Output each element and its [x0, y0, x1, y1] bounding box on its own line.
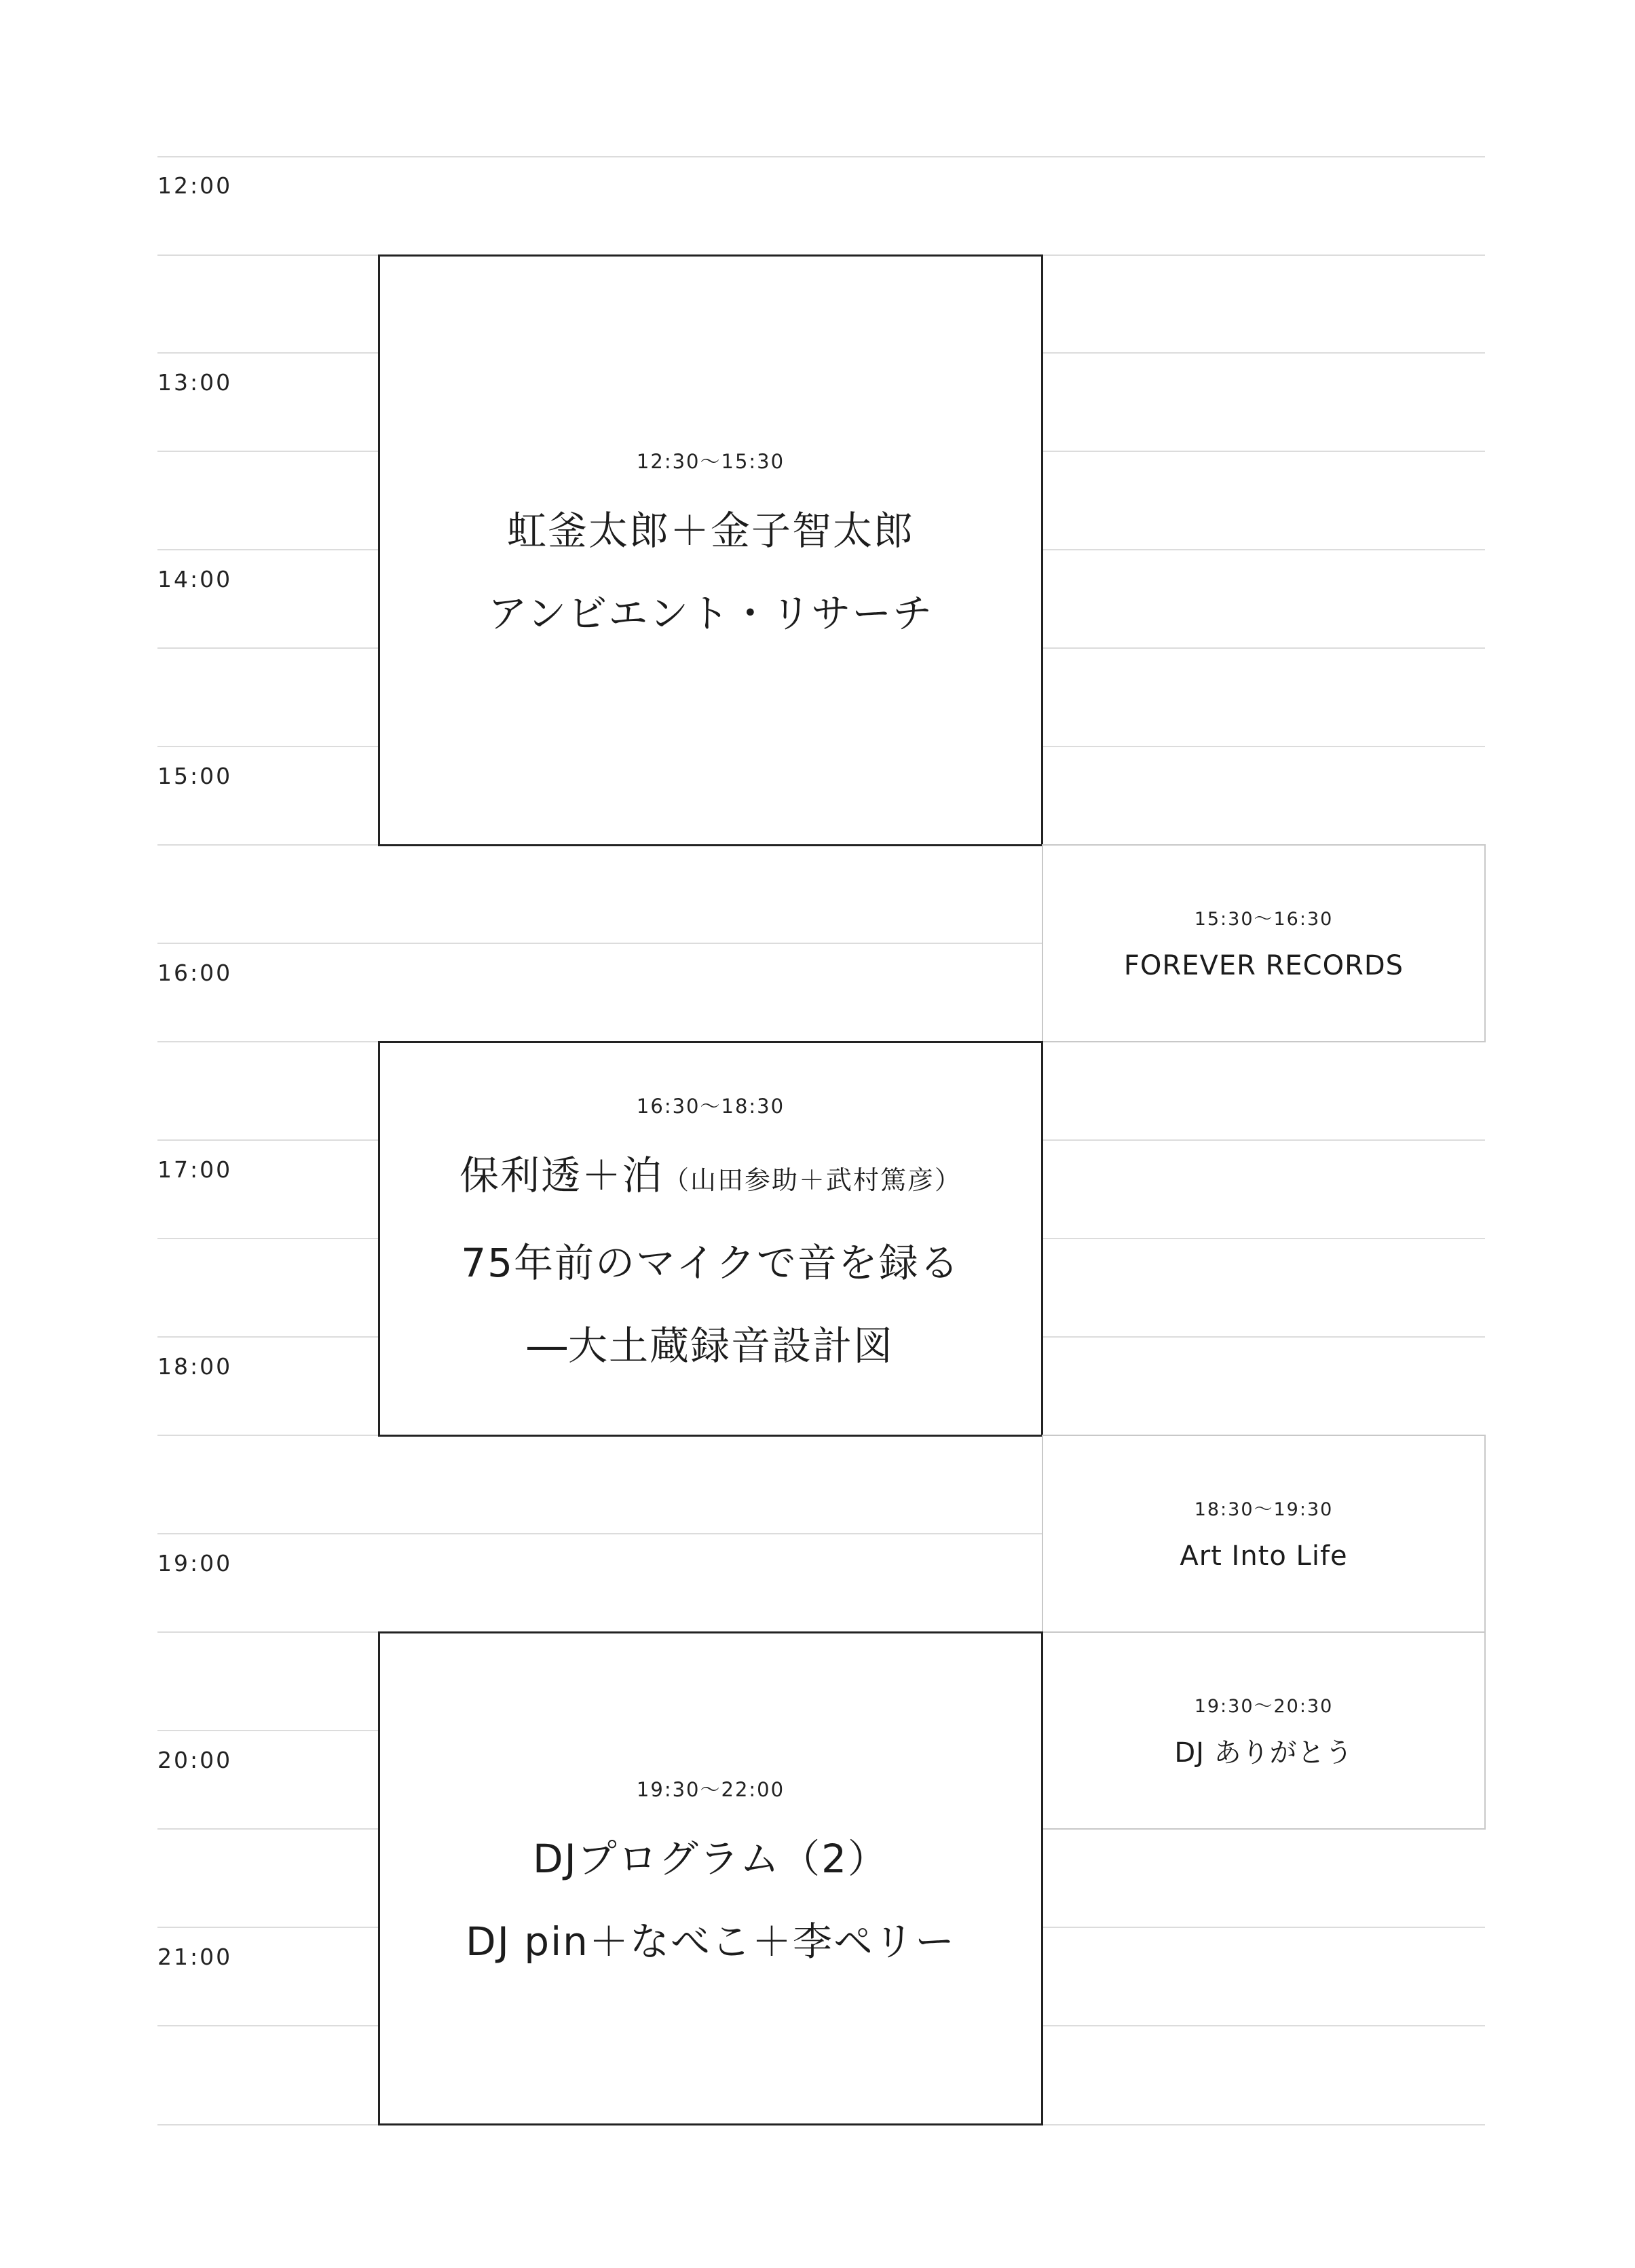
event-title: FOREVER RECORDS	[1123, 949, 1404, 981]
event-title-note: （山田参助＋武村篤彦）	[663, 1165, 962, 1195]
time-label-1200: 12:00	[157, 172, 233, 199]
time-label-1800: 18:00	[157, 1353, 233, 1380]
event-title-main: 保利透＋泊	[459, 1152, 663, 1198]
time-label-1500: 15:00	[157, 763, 233, 789]
event-block-dj-program-2	[378, 1631, 1043, 2125]
gridline-1200	[157, 156, 1485, 157]
event-time: 18:30〜19:30	[1194, 1498, 1334, 1520]
event-block-microphone-recording	[378, 1041, 1043, 1437]
event-time: 12:30〜15:30	[636, 449, 785, 473]
event-block-forever-records	[1042, 844, 1486, 1042]
event-title	[459, 1134, 962, 1222]
event-subtitle: アンビエント・リサーチ	[487, 590, 934, 637]
time-label-2000: 20:00	[157, 1747, 233, 1773]
event-time: 19:30〜20:30	[1194, 1695, 1334, 1717]
event-block-art-into-life	[1042, 1435, 1486, 1633]
event-title: DJプログラム（2）	[532, 1835, 889, 1882]
event-subtitle-2: ―大土蔵録音設計図	[527, 1322, 894, 1369]
event-time: 19:30〜22:00	[636, 1777, 785, 1801]
event-title: DJ ありがとう	[1174, 1737, 1353, 1769]
event-title: Art Into Life	[1180, 1540, 1348, 1572]
event-subtitle: DJ pin＋なべこ＋李ペリー	[466, 1918, 956, 1965]
time-label-1300: 13:00	[157, 369, 233, 396]
time-label-1900: 19:00	[157, 1550, 233, 1576]
event-block-ambient-research	[378, 254, 1043, 846]
time-label-1700: 17:00	[157, 1156, 233, 1183]
time-label-2100: 21:00	[157, 1944, 233, 1970]
event-time: 16:30〜18:30	[636, 1094, 785, 1118]
event-time: 15:30〜16:30	[1194, 908, 1334, 930]
time-label-1400: 14:00	[157, 566, 233, 592]
time-label-1600: 16:00	[157, 960, 233, 986]
event-title: 虹釜太郎＋金子智太郎	[506, 507, 914, 554]
event-block-dj-arigatou	[1042, 1631, 1486, 1830]
event-subtitle: 75年前のマイクで音を録る	[461, 1239, 960, 1286]
